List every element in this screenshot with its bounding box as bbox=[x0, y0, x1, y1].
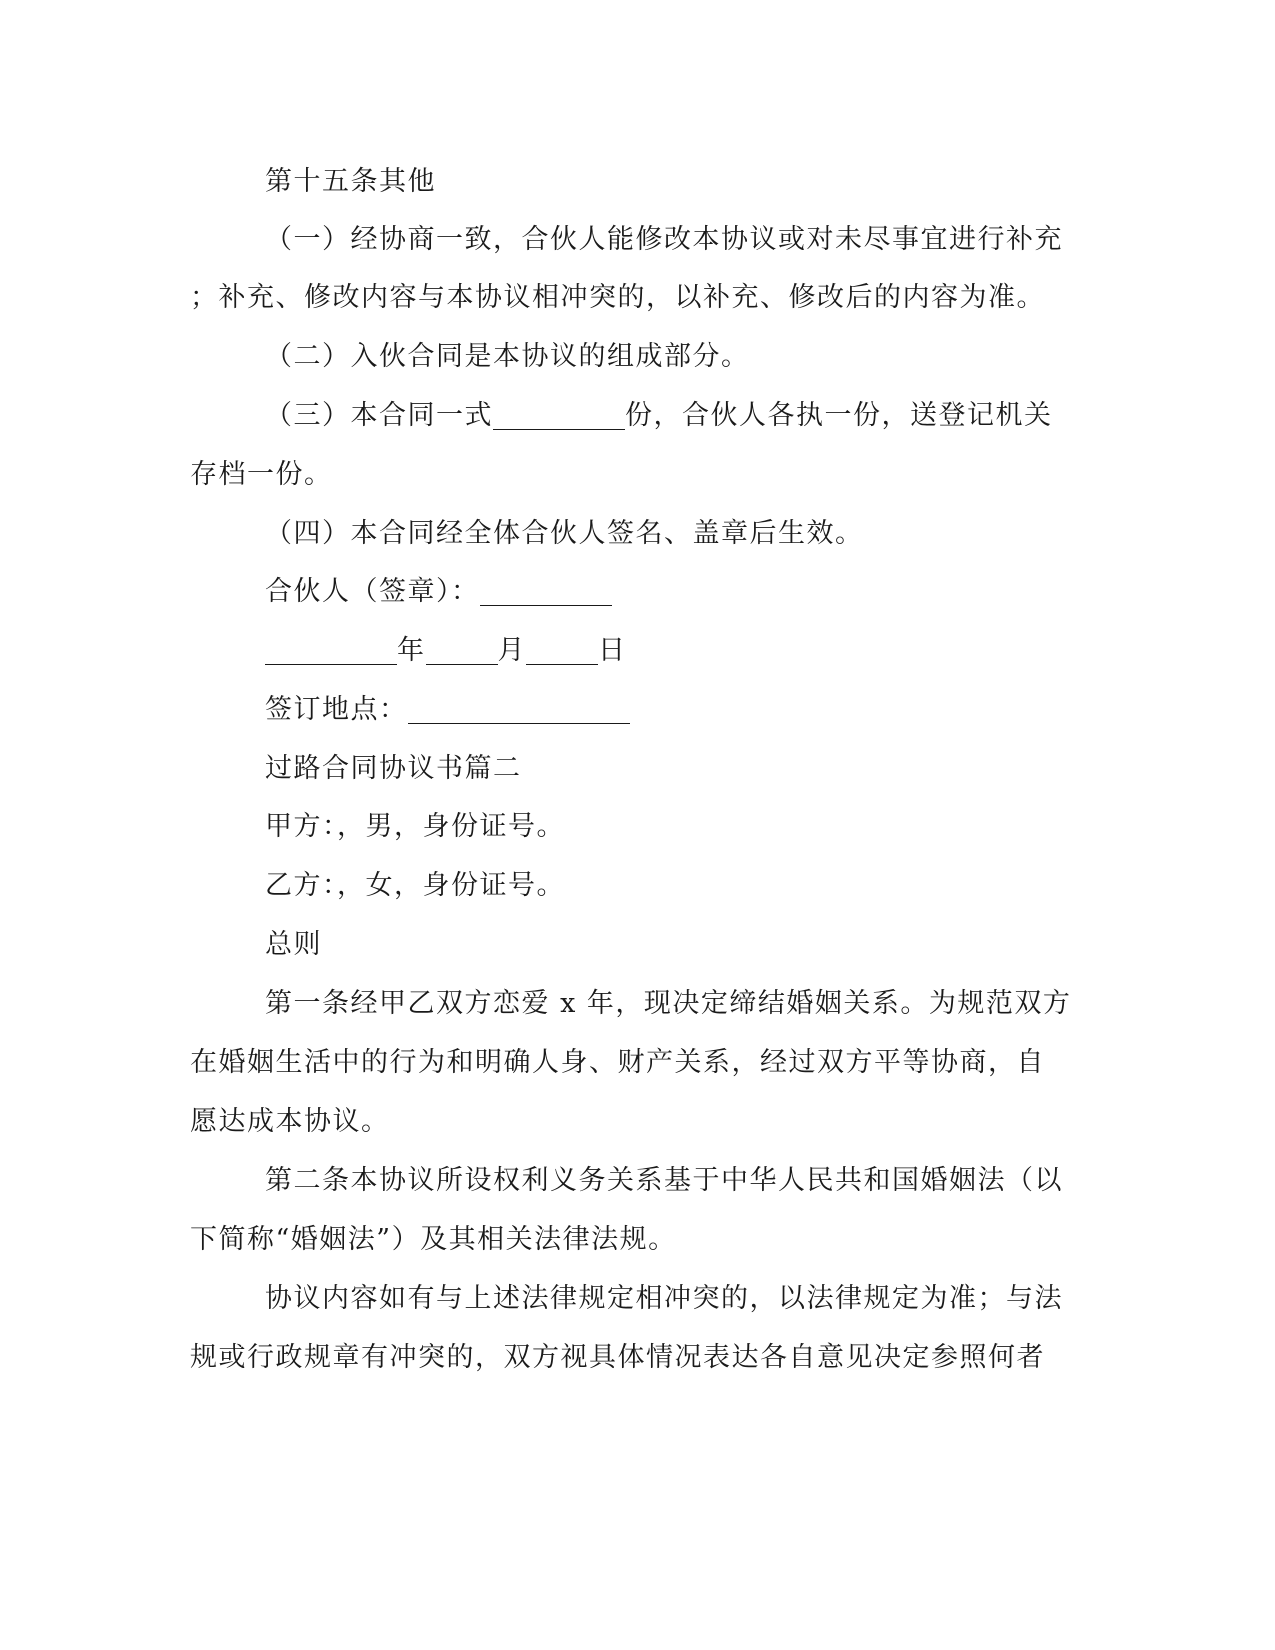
party-a: 甲方：，男，身份证号。 bbox=[265, 811, 565, 842]
general-provisions-heading: 总则 bbox=[265, 929, 322, 960]
place-blank bbox=[408, 695, 630, 724]
article-1-line-2: 在婚姻生活中的行为和明确人身、财产关系，经过双方平等协商，自 bbox=[190, 1047, 1045, 1078]
article-2-line-1: 第二条本协议所设权利义务关系基于中华人民共和国婚姻法（以 bbox=[265, 1165, 1063, 1196]
clause-3-line-2: 存档一份。 bbox=[190, 459, 333, 490]
month-blank bbox=[426, 636, 498, 665]
signature-line bbox=[265, 574, 1165, 610]
signature-blank bbox=[480, 577, 612, 606]
day-label: 日 bbox=[598, 635, 627, 666]
year-label: 年 bbox=[397, 635, 426, 666]
article-2-line-2: 下简称“婚姻法”）及其相关法律法规。 bbox=[190, 1224, 677, 1255]
clause-1-line-1: （一）经协商一致，合伙人能修改本协议或对未尽事宜进行补充 bbox=[265, 224, 1063, 255]
month-label: 月 bbox=[497, 635, 526, 666]
clause-3-suffix: 份，合伙人各执一份，送登记机关 bbox=[625, 400, 1053, 431]
article-15-heading: 第十五条其他 bbox=[265, 166, 436, 197]
party-b: 乙方：，女，身份证号。 bbox=[265, 870, 565, 901]
clause-3-prefix: （三）本合同一式 bbox=[265, 400, 493, 431]
date-line bbox=[265, 633, 1165, 669]
place-label: 签订地点： bbox=[265, 694, 408, 725]
copies-blank bbox=[493, 401, 625, 430]
clause-4: （四）本合同经全体合伙人签名、盖章后生效。 bbox=[265, 518, 864, 549]
day-blank bbox=[526, 636, 598, 665]
conflict-paragraph-line-1: 协议内容如有与上述法律规定相冲突的，以法律规定为准；与法 bbox=[265, 1283, 1063, 1314]
conflict-paragraph-line-2: 规或行政规章有冲突的，双方视具体情况表达各自意见决定参照何者 bbox=[190, 1342, 1045, 1373]
section-2-title: 过路合同协议书篇二 bbox=[265, 753, 522, 784]
article-1-line-1: 第一条经甲乙双方恋爱 x 年，现决定缔结婚姻关系。为规范双方 bbox=[265, 988, 1072, 1019]
clause-2: （二）入伙合同是本协议的组成部分。 bbox=[265, 341, 750, 372]
clause-3-line-1 bbox=[265, 398, 1165, 434]
article-1-line-3: 愿达成本协议。 bbox=[190, 1106, 390, 1137]
signature-label: 合伙人（签章）： bbox=[265, 576, 480, 607]
place-line bbox=[265, 692, 1165, 728]
clause-1-line-2: ；补充、修改内容与本协议相冲突的，以补充、修改后的内容为准。 bbox=[190, 282, 1045, 313]
year-blank bbox=[265, 636, 397, 665]
